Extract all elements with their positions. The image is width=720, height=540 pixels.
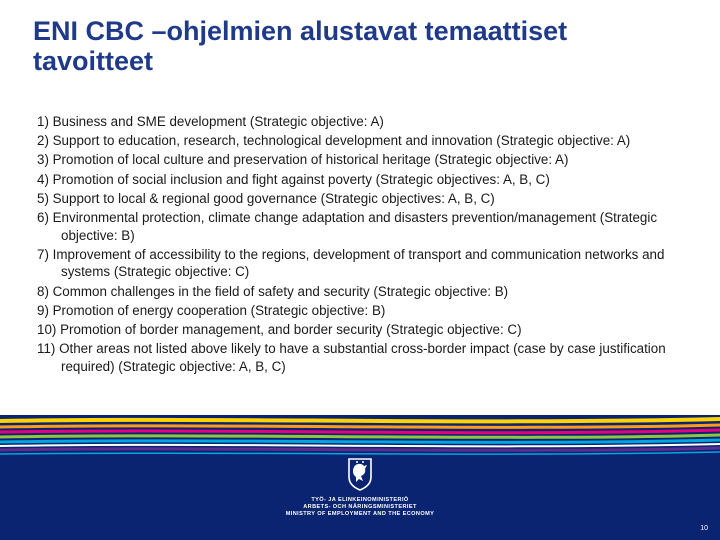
objective-item: 5) Support to local & regional good governance (Strategic objectives: A, B, C): [37, 190, 495, 206]
ministry-name-swedish: ARBETS- OCH NÄRINGSMINISTERIET: [303, 504, 417, 510]
ministry-name-english: MINISTRY OF EMPLOYMENT AND THE ECONOMY: [285, 511, 435, 517]
slide-title-line-2: tavoitteet: [33, 46, 154, 76]
ministry-name: [0, 497, 720, 518]
objective-item: 3) Promotion of local culture and preservation of historical heritage (Strategic objective: A): [37, 152, 569, 168]
page-number: 10: [700, 525, 708, 532]
objective-item: 10) Promotion of border management, and border security (Strategic objective: C): [37, 321, 522, 337]
objective-item: 1) Business and SME development (Strategic objective: A): [37, 114, 384, 129]
objective-item: 4) Promotion of social inclusion and fight against poverty (Strategic objectives: A, B, C): [37, 171, 550, 187]
slide-title: [33, 16, 693, 76]
finnish-lion-crest-icon: [346, 457, 374, 491]
slide-title-line-1: ENI CBC –ohjelmien alustavat temaattiset: [33, 16, 568, 46]
objective-item: 9) Promotion of energy cooperation (Strategic objective: B): [37, 302, 386, 318]
objective-item: 8) Common challenges in the field of safety and security (Strategic objective: B): [37, 283, 509, 299]
objective-item: 11) Other areas not listed above likely to have a substantial cross-border impact (case by case justification required) (Strategic objective: A, B, C): [37, 341, 666, 374]
ministry-name-finnish: TYÖ- JA ELINKEINOMINISTERIÖ: [311, 497, 409, 503]
objective-item: 7) Improvement of accessibility to the regions, development of transport and communication networks and systems (Strategic objective: C): [37, 246, 665, 280]
objective-item: 2) Support to education, research, technological development and innovation (Strategic objective: A): [37, 133, 631, 149]
objectives-list: [37, 113, 697, 377]
footer-banner: [0, 415, 720, 540]
objective-item: 6) Environmental protection, climate change adaptation and disasters prevention/management (Strategic objective: B): [37, 209, 658, 243]
